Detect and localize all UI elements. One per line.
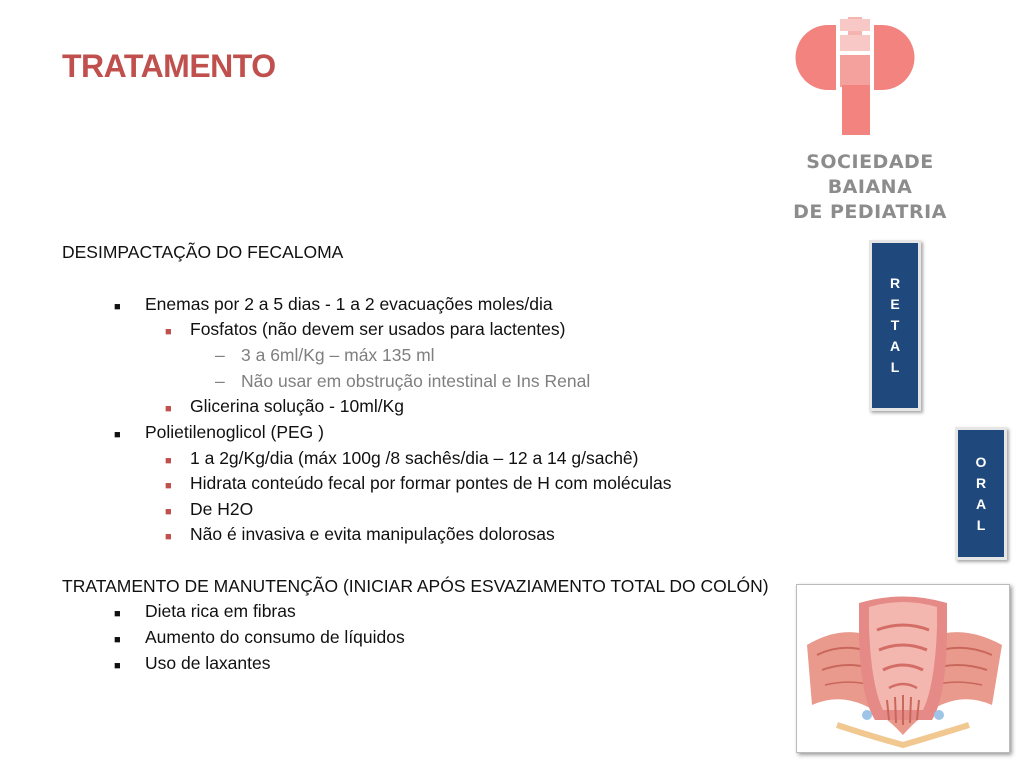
bullet-square-icon: ■ (114, 301, 121, 313)
bullet-square-icon: ■ (114, 634, 121, 646)
list-item (62, 371, 802, 397)
bullet-square-icon: ■ (114, 608, 121, 620)
badge-retal-letter: E (890, 296, 900, 312)
bullet-square-icon: ■ (114, 429, 121, 441)
badge-oral-letter: L (976, 516, 986, 533)
item-enemas: Enemas por 2 a 5 dias - 1 a 2 evacuações moles/dia (145, 294, 553, 314)
list-item (62, 601, 802, 627)
list-item (62, 448, 802, 474)
list-item (62, 524, 802, 550)
bullet-square-icon: ■ (165, 403, 172, 415)
badge-retal-letter: L (890, 359, 900, 375)
item-fosfatos-dose: 3 a 6ml/Kg – máx 135 ml (241, 345, 435, 365)
list-item (62, 499, 802, 525)
heading-desimpactacao: DESIMPACTAÇÃO DO FECALOMA (62, 242, 344, 262)
list-item (62, 473, 802, 499)
badge-retal-letter: T (890, 317, 900, 333)
bullet-square-icon: ■ (165, 531, 172, 543)
rectum-illustration (796, 584, 1010, 753)
item-peg-invasiva: Não é invasiva e evita manipulações dolorosas (190, 524, 555, 544)
item-glicerina: Glicerina solução - 10ml/Kg (190, 396, 404, 416)
logo-line-3: DE PEDIATRIA (793, 201, 947, 223)
item-liquidos: Aumento do consumo de líquidos (145, 627, 405, 647)
logo-text (780, 150, 960, 225)
list-item (62, 319, 802, 345)
item-peg: Polietilenoglicol (PEG ) (145, 422, 324, 442)
bullet-dash-icon: – (215, 345, 225, 365)
logo-line-1: SOCIEDADE (806, 151, 934, 173)
bullet-square-icon: ■ (114, 660, 121, 672)
badge-oral-letter: R (975, 474, 987, 491)
badge-oral-letter: O (975, 453, 987, 470)
item-peg-dose: 1 a 2g/Kg/dia (máx 100g /8 sachês/dia – 12 a 14 g/sachê) (190, 448, 639, 468)
item-peg-hidrata: Hidrata conteúdo fecal por formar pontes de H com moléculas (190, 473, 672, 493)
badge-retal-letter: R (889, 275, 901, 291)
badge-oral (955, 427, 1007, 560)
list-item (62, 422, 802, 448)
item-dieta: Dieta rica em fibras (145, 601, 296, 621)
item-laxantes: Uso de laxantes (145, 653, 271, 673)
bullet-dash-icon: – (215, 371, 225, 391)
item-fosfatos: Fosfatos (não devem ser usados para lactentes) (190, 319, 566, 339)
list-item (62, 653, 802, 679)
badge-retal-letter: A (889, 338, 901, 354)
list-item (62, 345, 802, 371)
badge-retal (869, 240, 921, 411)
bullet-square-icon: ■ (165, 455, 172, 467)
list-item (62, 294, 802, 320)
bullet-square-icon: ■ (165, 480, 172, 492)
bullet-square-icon: ■ (165, 326, 172, 338)
heading-manutencao: TRATAMENTO DE MANUTENÇÃO (INICIAR APÓS ESVAZIAMENTO TOTAL DO COLÓN) (62, 576, 769, 596)
item-fosfatos-contra: Não usar em obstrução intestinal e Ins Renal (241, 371, 591, 391)
logo-line-2: BAIANA (827, 176, 913, 198)
slide-title: TRATAMENTO (62, 48, 276, 84)
list-item (62, 396, 802, 422)
list-item (62, 627, 802, 653)
rectum-illustration-image (797, 585, 1009, 752)
badge-oral-letter: A (975, 495, 987, 512)
bullet-square-icon: ■ (165, 506, 172, 518)
item-peg-h2o: De H2O (190, 499, 254, 519)
